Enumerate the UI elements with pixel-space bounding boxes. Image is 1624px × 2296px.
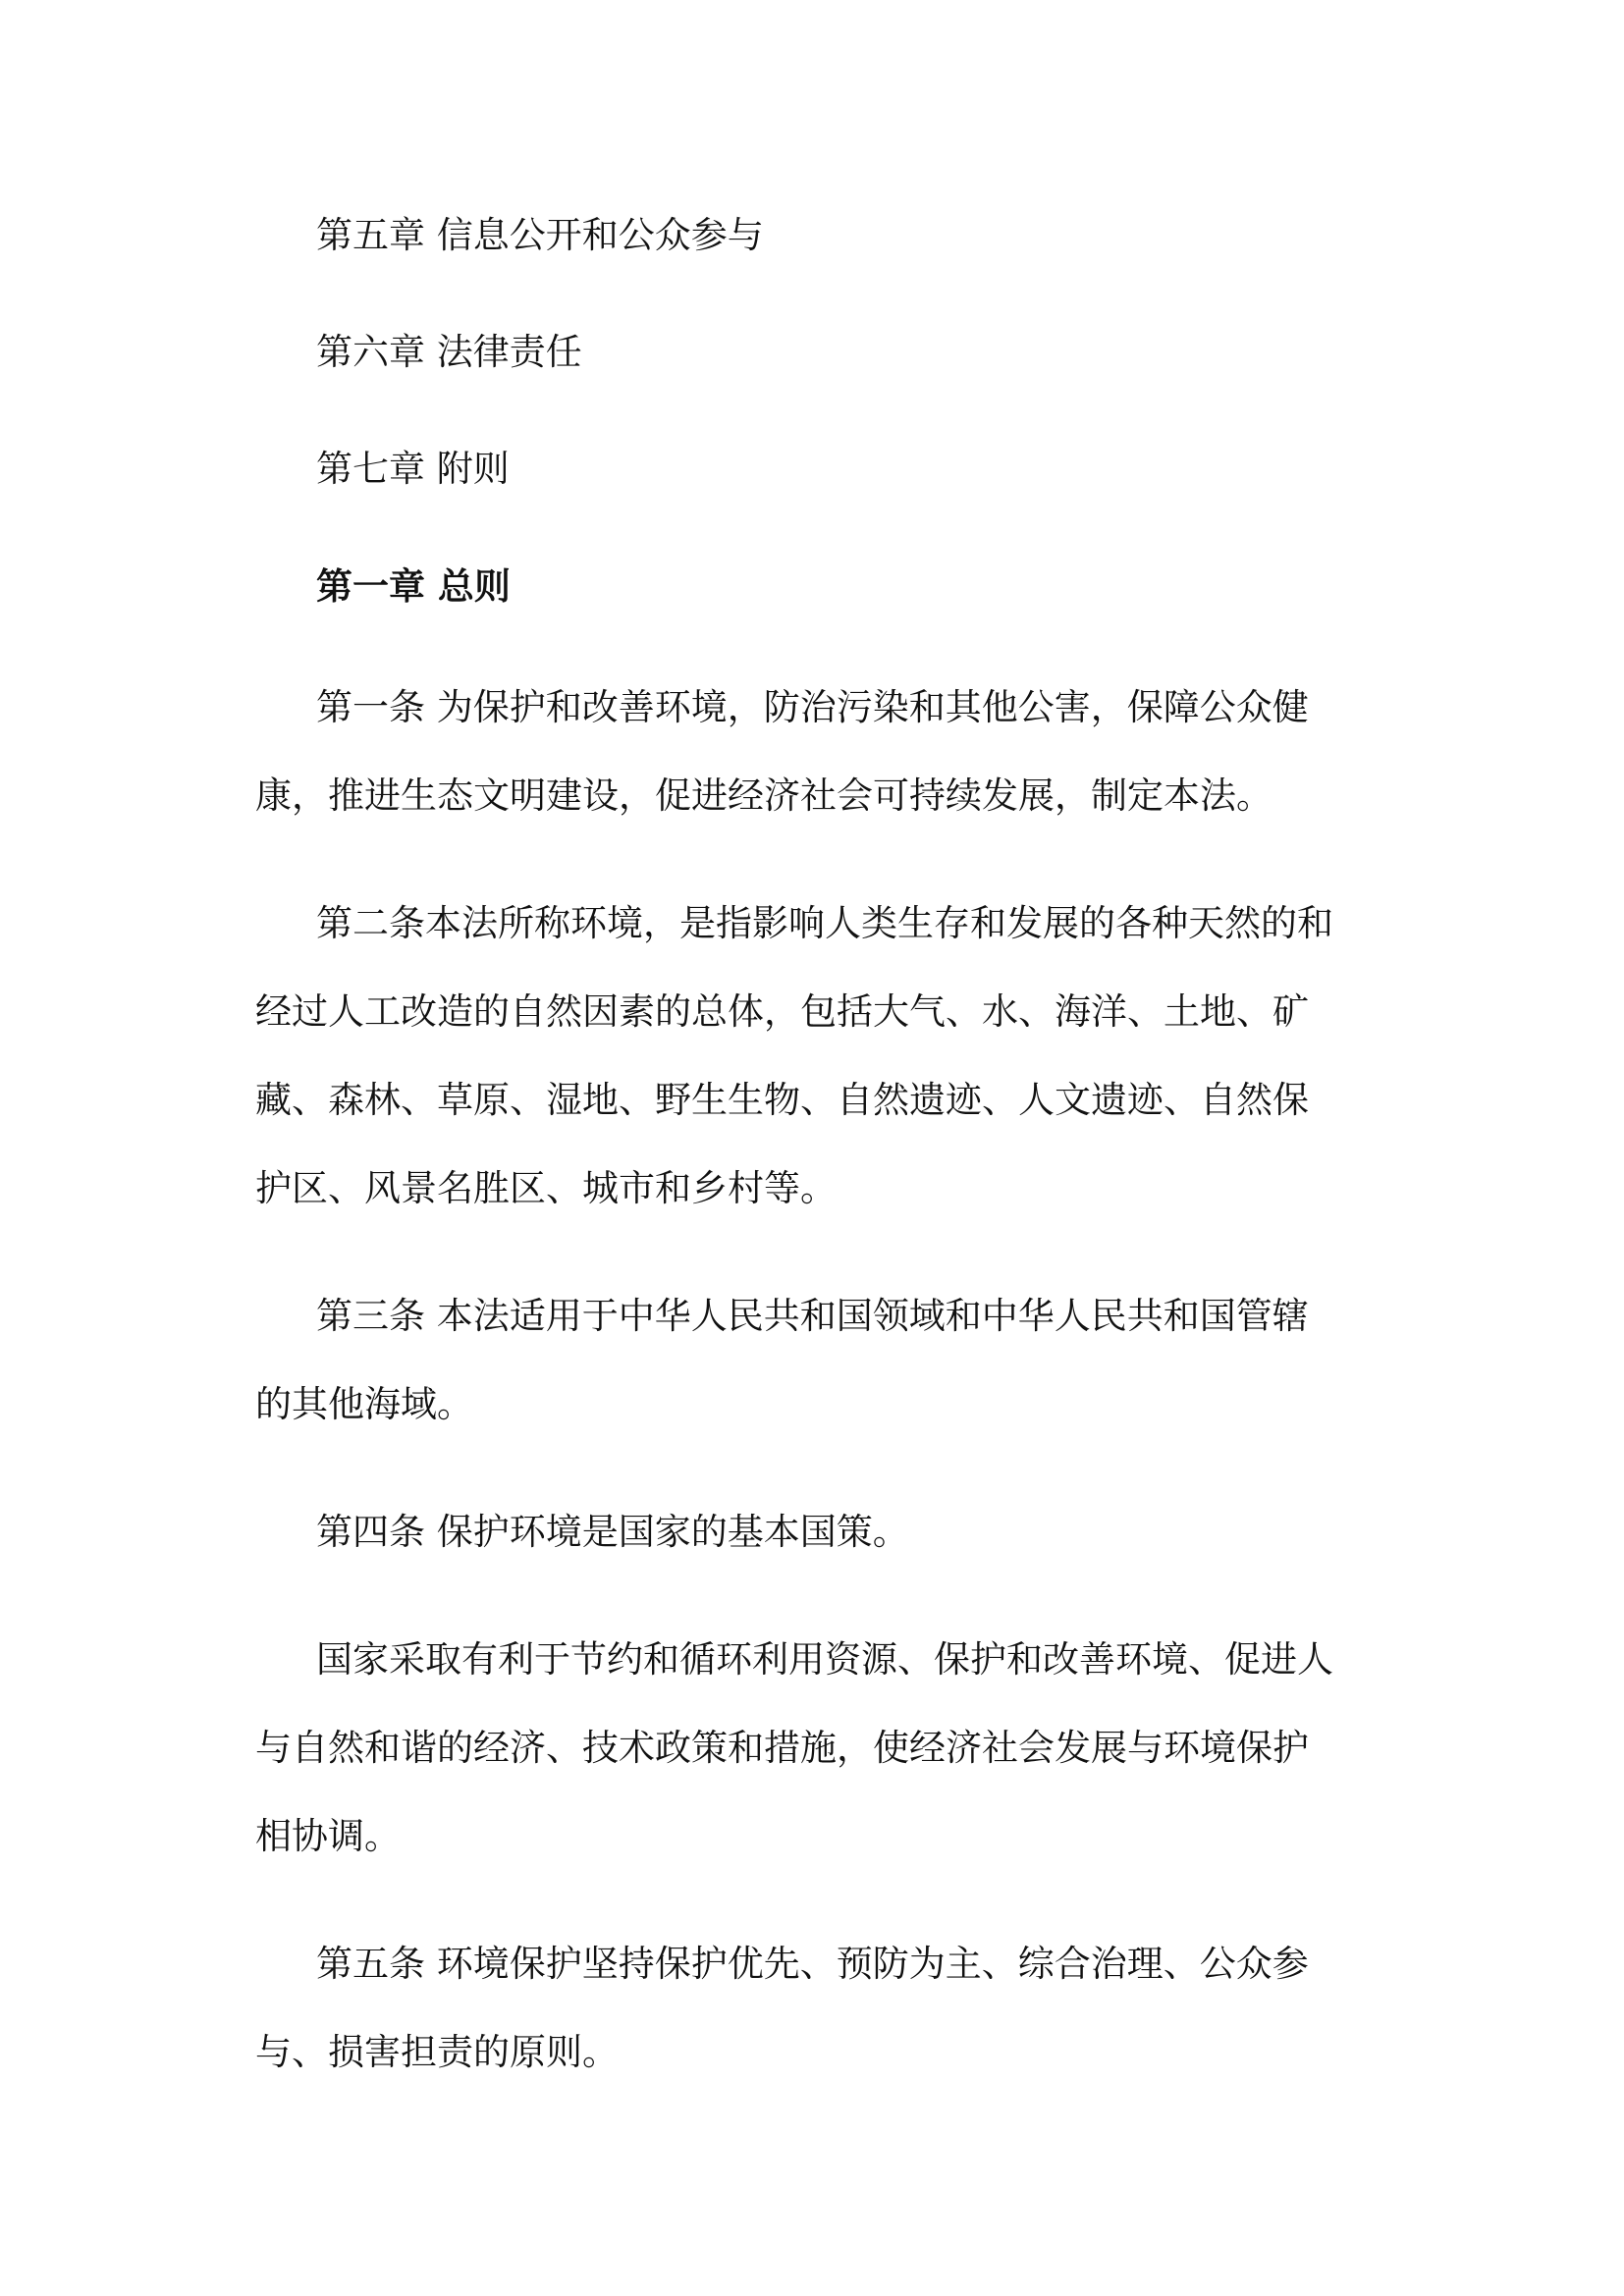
article-2-line-4: 护区、风景名胜区、城市和乡村等。 <box>255 1167 837 1209</box>
article-3 <box>255 1287 1384 1464</box>
article-4-paragraph-2 <box>255 1630 1384 1896</box>
article-3-line-1: 第三条 本法适用于中华人民共和国领域和中华人民共和国管辖 <box>316 1295 1309 1337</box>
article-4-p2-line-1: 国家采取有利于节约和循环利用资源、保护和改善环境、促进人 <box>316 1638 1333 1681</box>
article-4-line-1: 第四条 保护环境是国家的基本国策。 <box>316 1511 909 1553</box>
toc-item-chapter-7: 第七章 附则 <box>316 448 510 490</box>
article-4 <box>255 1503 1384 1591</box>
toc-item-chapter-6: 第六章 法律责任 <box>316 331 582 373</box>
article-1-line-1: 第一条 为保护和改善环境，防治污染和其他公害，保障公众健 <box>316 686 1309 728</box>
article-3-line-2: 的其他海域。 <box>255 1383 473 1425</box>
toc-item-chapter-5: 第五章 信息公开和公众参与 <box>316 214 764 256</box>
article-4-p2-line-2: 与自然和谐的经济、技术政策和措施，使经济社会发展与环境保护 <box>255 1727 1309 1769</box>
article-2-line-2: 经过人工改造的自然因素的总体，包括大气、水、海洋、土地、矿 <box>255 990 1309 1033</box>
article-4-p2-line-3: 相协调。 <box>255 1815 401 1857</box>
article-1 <box>255 678 1384 855</box>
chapter-heading: 第一章 总则 <box>316 564 511 608</box>
article-2-line-1: 第二条本法所称环境，是指影响人类生存和发展的各种天然的和 <box>316 902 1333 944</box>
article-2-line-3: 藏、森林、草原、湿地、野生生物、自然遗迹、人文遗迹、自然保 <box>255 1079 1309 1121</box>
article-5 <box>255 1935 1384 2111</box>
article-5-line-2: 与、损害担责的原则。 <box>255 2031 619 2073</box>
document-body <box>255 211 1384 2151</box>
article-2 <box>255 894 1384 1248</box>
article-5-line-1: 第五条 环境保护坚持保护优先、预防为主、综合治理、公众参 <box>316 1943 1309 1985</box>
article-1-line-2: 康，推进生态文明建设，促进经济社会可持续发展，制定本法。 <box>255 774 1272 817</box>
